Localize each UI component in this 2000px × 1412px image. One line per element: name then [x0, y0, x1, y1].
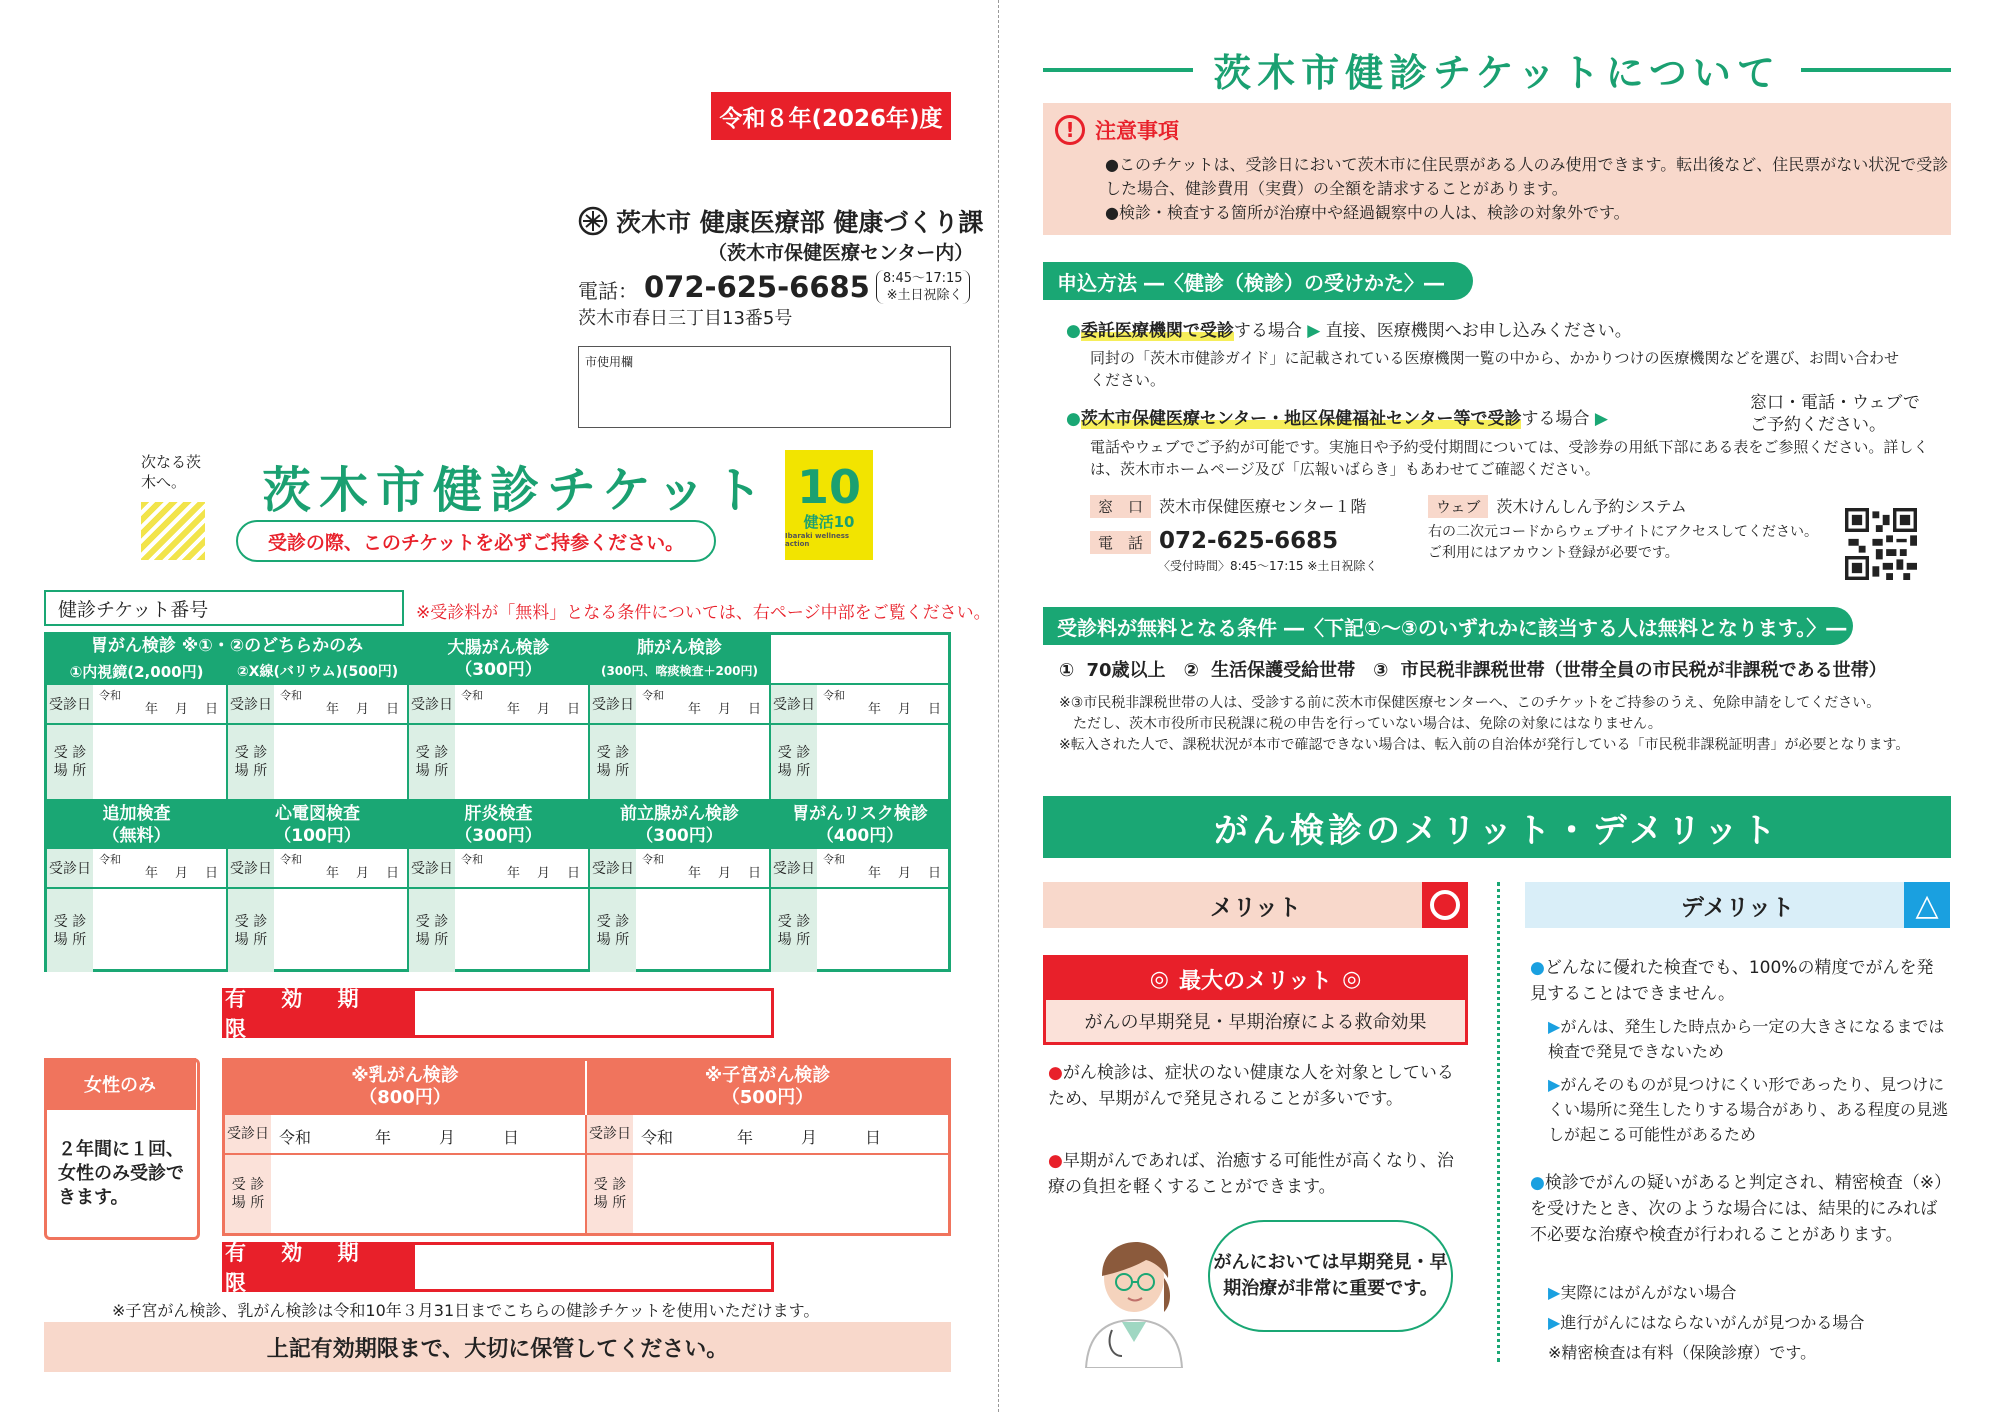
city-emblem-icon — [578, 206, 608, 236]
demerit-subitem: ▶がんそのものが見つけにくい形であったり、見つけにくい場所に発生したりする場合があり、ある程度の見逃しが起こる可能性があるため — [1548, 1075, 1949, 1144]
additional-test-header: 追加検査 （無料） — [47, 801, 228, 849]
ticket-title: 茨木市健診チケット — [262, 462, 771, 519]
date-cell[interactable]: 受診日 令和 年 月 日 — [771, 849, 951, 889]
colon-header: 大腸がん検診 （300円） — [409, 635, 590, 685]
double-circle-icon: ◎ — [1149, 966, 1169, 992]
stomach-header: 胃がん検診 ※①・②のどちらかのみ — [47, 635, 409, 661]
qr-code-icon[interactable] — [1845, 508, 1917, 580]
hepatitis-header: 肝炎検査 （300円） — [409, 801, 590, 849]
phone-number: 072-625-6685 — [644, 270, 870, 304]
free-condition-pill: 受診料が無料となる条件 ―〈下記①～③のいずれかに該当する人は無料となります。〉― — [1043, 607, 1853, 645]
breast-header: ※乳がん検診 （800円） — [225, 1061, 587, 1115]
bottom-note: ※子宮がん検診、乳がん検診は令和10年３月31日までこちらの健診チケットを使用いただけます。 — [112, 1301, 820, 1320]
method-2-desc: 電話やウェブでご予約が可能です。実施日や予約受付期間については、受診券の用紙下部にある表をご参照ください。詳しくは、茨木市ホームページ及び「広報いばらき」もあわせてご確認ください。 — [1090, 438, 1929, 478]
stomach-option-endoscopy: ①内視鏡(2,000円) — [47, 661, 228, 685]
ecg-header: 心電図検査 （100円） — [228, 801, 409, 849]
date-cell[interactable]: 受診日 令和 年 月 日 — [590, 849, 771, 889]
prostate-header: 前立腺がん検診 （300円） — [590, 801, 771, 849]
doctor-illustration-icon — [1072, 1238, 1200, 1368]
place-cell[interactable]: 受 診 場 所 — [587, 1155, 948, 1233]
place-cell[interactable]: 受 診 場 所 — [771, 725, 951, 801]
ticket-number-field: 健診チケット番号 — [44, 590, 404, 626]
stomach-option-xray: ②X線(バリウム)(500円) — [228, 661, 409, 685]
caution-list — [1105, 153, 1951, 225]
phone-label: 電話： — [578, 279, 638, 303]
arrow-right-icon: ▶ — [1307, 321, 1326, 341]
bring-notice: 受診の際、このチケットを必ずご持参ください。 — [236, 520, 716, 562]
merit-item: ●早期がんであれば、治癒する可能性が高くなり、治療の負担を軽くすることができます。 — [1048, 1151, 1454, 1197]
place-cell[interactable]: 受 診 場 所 — [771, 889, 951, 972]
web-desc: 右の二次元コードからウェブサイトにアクセスしてください。ご利用にはアカウント登録が必要です。 — [1428, 524, 1819, 561]
city-use-box — [578, 346, 951, 428]
method-2: ●茨木市保健医療センター・地区保健福祉センター等で受診する場合 ▶ — [1066, 409, 1608, 429]
place-cell[interactable]: 受 診 場 所 — [228, 889, 409, 972]
max-merit-box — [1043, 955, 1468, 1045]
place-cell[interactable]: 受 診 場 所 — [225, 1155, 587, 1233]
exclamation-icon: ! — [1055, 115, 1085, 145]
place-cell[interactable]: 受 診 場 所 — [590, 725, 771, 801]
place-cell[interactable]: 受 診 場 所 — [47, 725, 228, 801]
demerit-header: デメリット — [1525, 882, 1950, 928]
apply-method-pill: 申込方法 ―〈健診（検診）の受けかた〉― — [1043, 262, 1473, 300]
women-only-text: ２年間に１回、女性のみ受診できます。 — [58, 1139, 184, 1208]
blank-header — [771, 635, 951, 685]
department-name — [578, 203, 983, 239]
date-cell[interactable]: 受診日 令和 年 月 日 — [228, 685, 409, 725]
column-divider — [1497, 882, 1500, 1362]
slogan-stripes-decoration — [141, 502, 205, 560]
free-conditions: ① 70歳以上 ② 生活保護受給世帯 ③ 市民税非課税世帯（世帯全員の市民税が非課税である世帯） — [1059, 660, 1887, 681]
place-cell[interactable]: 受 診 場 所 — [409, 725, 590, 801]
circle-icon — [1422, 882, 1468, 928]
expiry-box-1: 有 効 期 限 — [222, 988, 774, 1038]
method-1: ●委託医療機関で受診する場合 ▶ 直接、医療機関へお申し込みください。 — [1066, 321, 1632, 341]
demerit-item: ●どんなに優れた検査でも、100%の精度でがんを発見することはできません。 — [1530, 958, 1934, 1004]
method-1-desc: 同封の「茨木市健診ガイド」に記載されている医療機関一覧の中から、かかりつけの医療機関などを選び、お問い合わせください。 — [1090, 349, 1899, 389]
fiscal-year-badge: 令和８年(2026年)度 — [711, 92, 951, 140]
lung-header: 肺がん検診 (300円、喀痰検査＋200円) — [590, 635, 771, 685]
department-sub: （茨木市保健医療センター内） — [708, 242, 974, 264]
right-title: 茨木市健診チケットについて — [1043, 42, 1951, 97]
ticket-number-note: ※受診料が「無料」となる条件については、右ページ中部をご覧ください。 — [416, 603, 991, 623]
address: 茨木市春日三丁目13番5号 — [578, 308, 793, 329]
merit-demerit-title: がん検診のメリット・デメリット — [1043, 796, 1951, 858]
tel-hours: 〈受付時間〉8:45～17:15 ※土日祝除く — [1158, 559, 1378, 573]
screening-grid — [44, 632, 951, 972]
place-cell[interactable]: 受 診 場 所 — [47, 889, 228, 972]
demerit-note: ※精密検査は有料（保険診療）です。 — [1548, 1343, 1817, 1362]
contact-tel: 電 話 072-625-6685 — [1090, 528, 1338, 554]
title-line-right — [1801, 68, 1951, 72]
caution-box — [1043, 103, 1951, 235]
expiry-box-2: 有 効 期 限 — [222, 1242, 774, 1292]
keep-notice: 上記有効期限まで、大切に保管してください。 — [44, 1322, 951, 1372]
max-merit-header: ◎ 最大のメリット ◎ — [1046, 958, 1465, 1000]
date-cell[interactable]: 受診日 令和 年 月 日 — [587, 1115, 948, 1155]
max-merit-desc: がんの早期発見・早期治療による救命効果 — [1046, 1000, 1465, 1042]
place-cell[interactable]: 受 診 場 所 — [590, 889, 771, 972]
phone-line — [578, 270, 970, 304]
date-cell[interactable]: 受診日 令和 年 月 日 — [409, 849, 590, 889]
women-only-label: 女性のみ — [44, 1058, 196, 1110]
demerit-subitem: ▶進行がんにはならないがんが見つかる場合 — [1548, 1313, 1865, 1332]
demerit-item: ●検診でがんの疑いがあると判定され、精密検査（※）を受けたとき、次のような場合には、結果的にみれば不必要な治療や検査が行われることがあります。 — [1530, 1173, 1943, 1245]
contact-window: 窓 口 茨木市保健医療センター１階 — [1090, 494, 1366, 518]
triangle-icon: △ — [1904, 882, 1950, 928]
phone-hours: 8:45～17:15 ※土日祝除く — [876, 270, 970, 304]
caution-item: ●検診・検査する箇所が治療中や経過観察中の人は、検診の対象外です。 — [1105, 203, 1630, 222]
date-cell[interactable]: 受診日 令和 年 月 日 — [225, 1115, 587, 1155]
stomach-risk-header: 胃がんリスク検診 （400円） — [771, 801, 951, 849]
date-cell[interactable]: 受診日 令和 年 月 日 — [47, 685, 228, 725]
page-divider — [998, 0, 999, 1412]
kenkatsu-logo: 10 健活10 Ibaraki wellness action — [785, 450, 873, 560]
date-cell[interactable]: 受診日 令和 年 月 日 — [47, 849, 228, 889]
merit-item: ●がん検診は、症状のない健康な人を対象としているため、早期がんで発見されることが多いです。 — [1048, 1063, 1454, 1109]
merit-header: メリット — [1043, 882, 1468, 928]
demerit-subitem: ▶がんは、発生した時点から一定の大きさになるまでは検査で発見できないため — [1548, 1017, 1945, 1061]
place-cell[interactable]: 受 診 場 所 — [409, 889, 590, 972]
city-use-label: 市使用欄 — [585, 355, 634, 369]
date-cell[interactable]: 受診日 令和 年 月 日 — [228, 849, 409, 889]
department-text: 茨木市 健康医療部 健康づくり課 — [616, 208, 984, 237]
caution-header: ! 注意事項 — [1055, 115, 1179, 145]
contact-web: ウェブ 茨木けんしん予約システム — [1428, 494, 1687, 518]
uterine-header: ※子宮がん検診 （500円） — [587, 1061, 948, 1115]
free-conditions-notes: ※③市民税非課税世帯の人は、受診する前に茨木市保健医療センターへ、このチケットをご持参のうえ、免除申請をしてください。 ただし、茨木市役所市民税課に税の申告を行っていない場合は、免除の対象にはなりません。 ※転入された人で、課税状況が本市で確認できない場合は、転入前の自治体が発行している「市民税非課税証明書」が必要となります。 — [1059, 695, 1910, 753]
date-cell[interactable]: 受診日 令和 年 月 日 — [590, 685, 771, 725]
speech-bubble: がんにおいては早期発見・早期治療が非常に重要です。 — [1208, 1220, 1453, 1332]
title-line-left — [1043, 68, 1193, 72]
date-cell[interactable]: 受診日 令和 年 月 日 — [409, 685, 590, 725]
date-cell[interactable]: 受診日 令和 年 月 日 — [771, 685, 951, 725]
double-circle-icon: ◎ — [1342, 966, 1362, 992]
caution-item: ●このチケットは、受診日において茨木市に住民票がある人のみ使用できます。転出後など、住民票がない状況で受診した場合、健診費用（実費）の全額を請求することがあります。 — [1105, 155, 1949, 198]
method-2-arrow: 窓口・電話・ウェブでご予約ください。 — [1750, 393, 1920, 435]
arrow-right-icon: ▶ — [1594, 409, 1608, 429]
city-slogan: 次なる茨木へ。 — [141, 452, 209, 562]
demerit-subitem: ▶実際にはがんがない場合 — [1548, 1283, 1737, 1302]
women-screening-grid — [222, 1058, 951, 1236]
place-cell[interactable]: 受 診 場 所 — [228, 725, 409, 801]
